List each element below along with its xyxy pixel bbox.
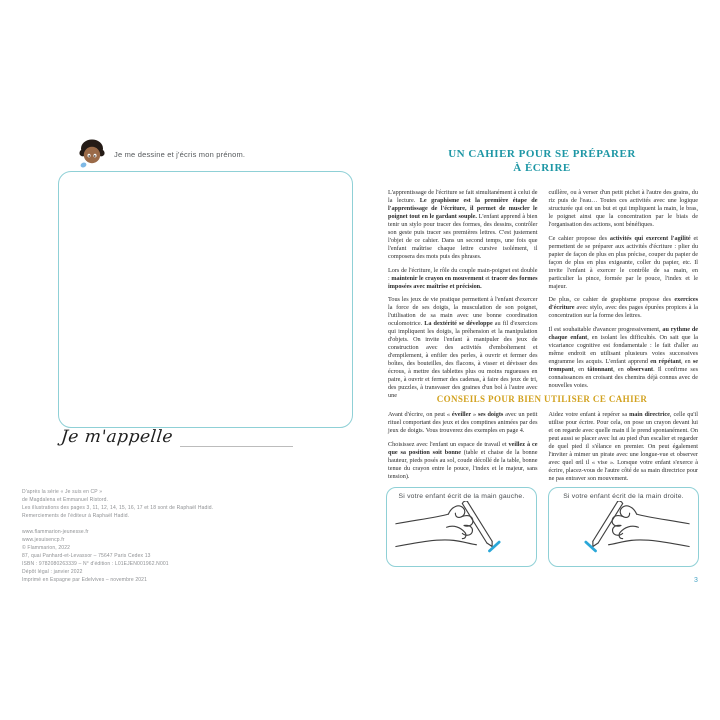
name-write-line [180, 430, 293, 447]
hand-figures [386, 487, 699, 567]
paragraph: Choisissez avec l'enfant un espace de travail et veillez à ce que sa position soit bonne (table et chaise de la bonne hauteur, pieds posés au sol, coude décollé de la table, bonne tenue du crayon entre le pouce, l'index et le majeur, sans tension). [388, 440, 538, 480]
credit-line: ISBN : 9782080263339 – N° d'édition : L01EJEN001962.N001 [22, 561, 169, 567]
paragraph: L'apprentissage de l'écriture se fait simultanément à celui de la lecture. Le graphisme est la première étape de l'apprentissage de l'écriture, il permet de muscler le poignet tout en le gardant souple. L'enfant apprend à bien tenir un stylo pour tracer des formes, des dessins, contrôler son geste puis tracer ses premières lettres. C'est justement l'objet de ce cahier. Dans un second temps, une fois que l'enfant maîtrise chaque lettre cursive isolément, il composera des mots puis des phrases. [388, 189, 538, 260]
credit-line: Remerciements de l'éditeur à Raphaël Hadid. [22, 513, 130, 519]
page-title-line2: À ÉCRIRE [513, 162, 571, 175]
advice-heading: CONSEILS POUR BIEN UTILISER CE CAHIER [436, 394, 648, 404]
draw-prompt-row [79, 139, 245, 169]
credits-attribution [22, 488, 242, 520]
page-title [386, 147, 698, 176]
paragraph: Avant d'écrire, on peut « éveiller » ses doigts avec un petit rituel comportant des jeux et des comptines animées par des jeux de doigts. Vous trouverez des exemples en page 4. [388, 411, 538, 434]
paragraph: De plus, ce cahier de graphisme propose des exercices d'écriture avec stylo, avec des pages épurées propices à la concentration sur la forme des lettres. [548, 296, 698, 319]
intro-column-left [388, 189, 538, 406]
credit-line: www.flammarion-jeunesse.fr [22, 529, 89, 535]
credits-publisher [22, 528, 242, 584]
intro-text [388, 189, 698, 406]
paragraph: cuillère, ou à verser d'un petit pichet à l'autre des grains, du riz puis de l'eau… Toutes ces activités avec une logique structurée qui ont un but et qui impliquent la main, le bras, le poignet ainsi que la concentration par le biais de l'organisation des actions, sont bénéfiques. [548, 189, 698, 228]
credit-line: Les illustrations des pages 3, 11, 12, 14, 15, 16, 17 et 18 sont de Raphaël Hadid. [22, 505, 214, 511]
draw-prompt-text: Je me dessine et j'écris mon prénom. [114, 149, 246, 159]
credit-line: www.jesuisencp.fr [22, 537, 65, 543]
figure-right-hand [548, 487, 699, 567]
credit-line: 87, quai Panhard-et-Levassor – 75647 Paris Cedex 13 [22, 553, 151, 559]
credit-line: © Flammarion, 2022 [22, 545, 71, 551]
figure-right-hand-caption: Si votre enfant écrit de la main droite. [563, 493, 684, 500]
advice-text [388, 411, 698, 489]
page-number: 3 [694, 577, 698, 584]
paragraph: Il est souhaitable d'avancer progressivement, au rythme de chaque enfant, en isolant les difficultés. On sait que la vicariance cognitive est fondamentale : le fait d'aller au même endroit en utilisant plusieurs voies successives engramme les acquis. L'enfant apprend en répétant, en se trompant, en tâtonnant, en observant. Il confirme ses connaissances en croisant des chemins déjà connus avec de nouvelles voies. [548, 325, 699, 389]
left-hand-writing-icon [391, 501, 532, 557]
paragraph: Aidez votre enfant à repérer sa main directrice, celle qu'il utilise pour écrire. Pour cela, on pose un crayon devant lui et on regarde avec quelle main il le prend spontanément. On peut aussi se placer avec lui au pied d'un escalier et regarder de quel pied il s'élance en premier. On peut également l'inviter à mimer un pirate avec une longue-vue et observer avec quel œil il « vise ». Lorsque votre enfant s'exerce à écrire, placez-vous de l'autre côté de sa main directrice pour ne pas entraver son mouvement. [548, 411, 698, 482]
credits-block [22, 488, 242, 584]
credit-line: D'après la série « Je suis en CP » [22, 489, 103, 495]
figure-left-hand-caption: Si votre enfant écrit de la main gauche. [398, 493, 525, 500]
credit-line: de Magdalena et Emmanuel Ristord. [22, 497, 109, 503]
intro-column-right [549, 189, 699, 406]
paragraph: Ce cahier propose des activités qui exercent l'agilité et permettent de se préparer aux activités d'écriture : plier du papier de façon de plus en plus précise, couper du papier de façon de plus en plus exigeante, coller du papier, etc. Il invite l'enfant à exercer le contrôle de sa main, en particulier la pince, formée par le pouce, l'index et le majeur. [548, 234, 698, 290]
drawing-box [58, 171, 353, 428]
credit-line: Imprimé en Espagne par Edelvives – novembre 2021 [22, 577, 148, 583]
child-avatar-icon [79, 139, 105, 169]
name-label: Je m'appelle [59, 427, 175, 447]
name-row [61, 427, 293, 447]
advice-column-right [549, 411, 699, 489]
credit-line: Dépôt légal : janvier 2022 [22, 569, 83, 575]
paragraph: Tous les jeux de vie pratique permettent à l'enfant d'exercer la force de ses doigts, la musculation de son poignet, l'utilisation de sa main avec une bonne coordination oculomotrice. La dextérité se développe au fil d'exercices qui impliquent les doigts, la préhension et la manipulation d'objets. On invite l'enfant à manipuler des jeux de construction avec des activités d'emboîtement et d'empilement, à enfiler des perles, à ouvrir et fermer des boîtes, des bouteilles, des flacons, à visser et dévisser des écrous, à mettre des tablettes plus ou moins rugueuses en paire, à ouvrir et fermer des cadenas, à faire des jeux de tri, des puzzles, à transvaser des graines d'un bol à l'autre avec une [388, 296, 538, 399]
page-title-line1: UN CAHIER POUR SE PRÉPARER [448, 148, 636, 160]
paragraph: Lors de l'écriture, le rôle du couple main-poignet est double : maintenir le crayon en mouvement et tracer des formes imposées avec maîtrise et précision. [388, 266, 538, 290]
right-hand-writing-icon [553, 501, 694, 557]
figure-left-hand [386, 487, 537, 567]
advice-column-left [388, 411, 538, 489]
